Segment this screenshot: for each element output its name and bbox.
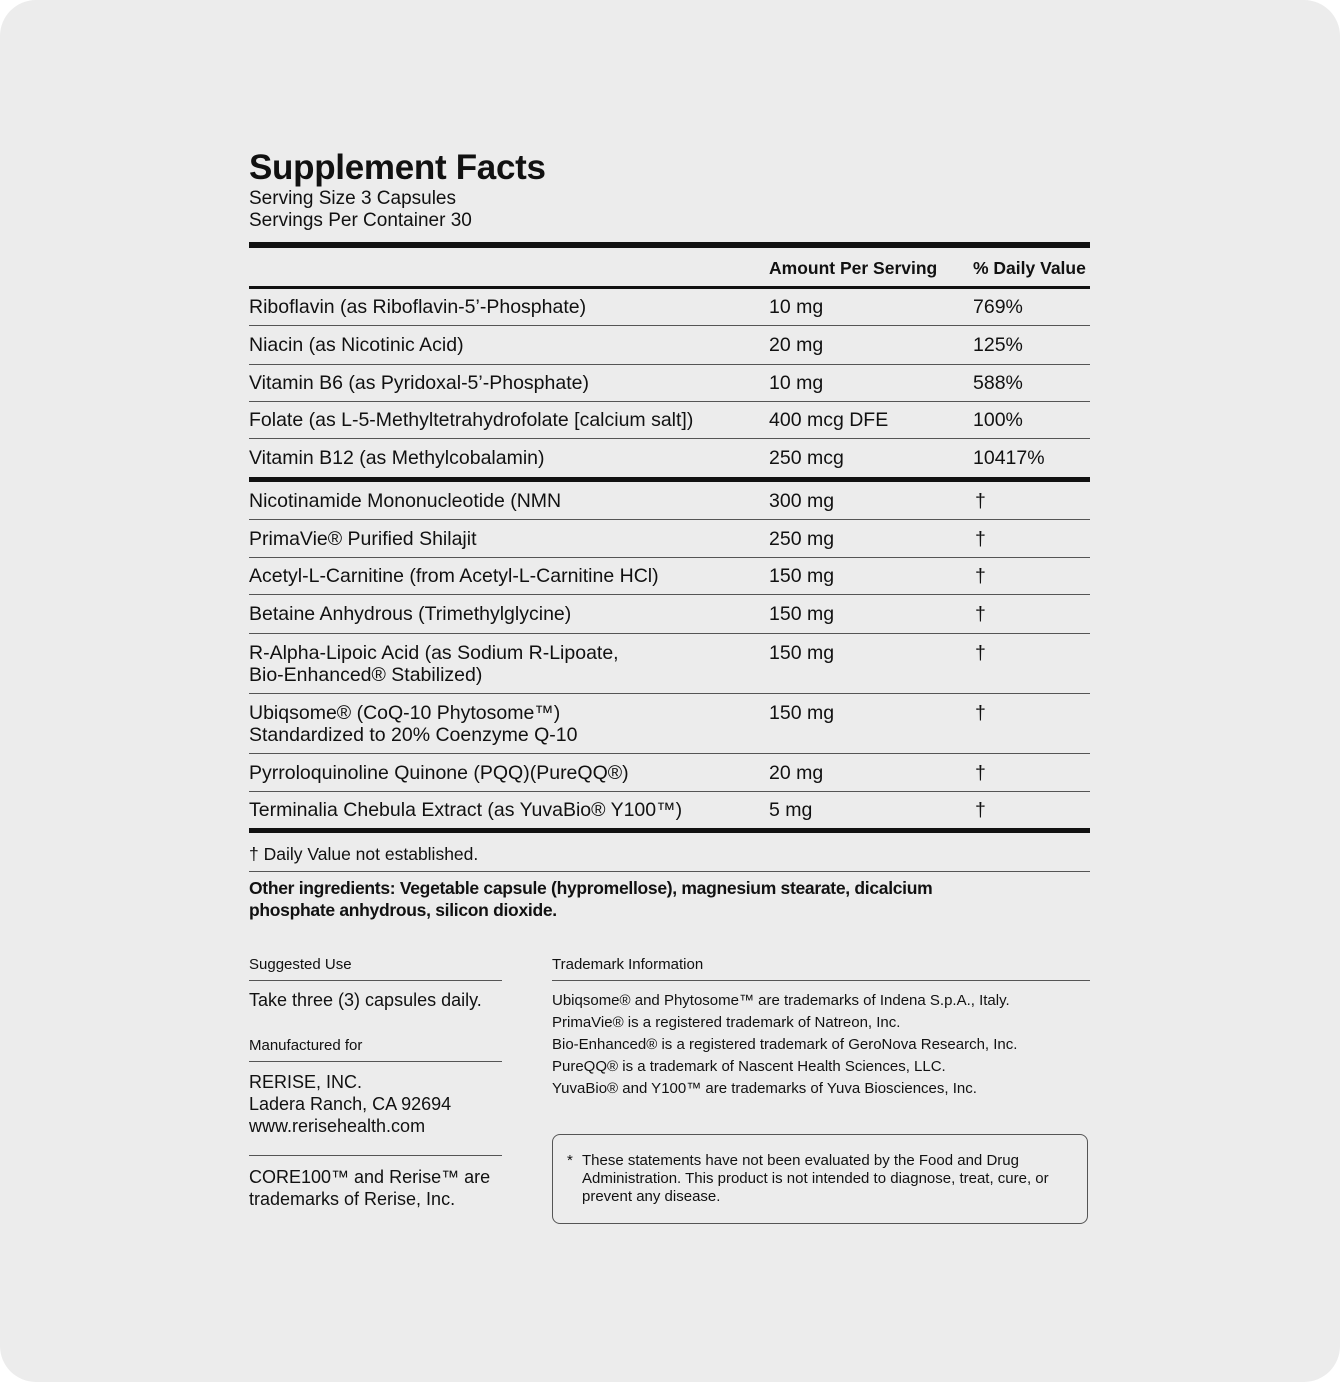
ingredient-dv: † [975,642,986,664]
ingredient-amount: 150 mg [769,603,835,625]
ingredient-name-multiline [249,702,769,746]
ingredient-amount: 5 mg [769,799,813,821]
left-info-column [249,955,502,1210]
dv-footnote: † Daily Value not established. [249,833,1090,872]
ingredient-name-multiline [249,642,769,686]
table-header [249,248,1090,289]
other-ingredient-rows [249,482,1090,828]
suggested-use-text: Take three (3) capsules daily. [249,990,482,1010]
manufactured-for-label: Manufactured for [249,1036,502,1062]
trademark-info-column [552,955,1090,1100]
ingredient-amount: 20 mg [769,762,824,784]
ingredient-name-cont: Standardized to 20% Coenzyme Q-10 [249,724,578,746]
ingredient-dv: 10417% [973,447,1045,469]
ingredient-amount: 10 mg [769,296,824,318]
ingredient-name-cont: Bio-Enhanced® Stabilized) [249,664,483,686]
trademark-line: PureQQ® is a trademark of Nascent Health Sciences, LLC. [552,1058,946,1075]
ingredient-amount: 150 mg [769,702,835,724]
ingredient-dv: † [975,528,986,550]
core-trademark [249,1155,502,1210]
manufacturer-city: Ladera Ranch, CA 92694 [249,1094,452,1114]
trademark-info-label: Trademark Information [552,955,1090,981]
ingredient-name: Vitamin B12 (as Methylcobalamin) [249,447,545,469]
table-row [249,558,1090,595]
ingredient-dv: 100% [973,409,1023,431]
ingredient-name: PrimaVie® Purified Shilajit [249,528,477,550]
table-row [249,792,1090,828]
trademark-line: PrimaVie® is a registered trademark of Natreon, Inc. [552,1014,901,1031]
trademark-info-list [552,990,1090,1100]
ingredient-amount: 250 mg [769,528,835,550]
ingredient-name: Acetyl-L-Carnitine (from Acetyl-L-Carnitine HCl) [249,565,659,587]
ingredient-amount: 150 mg [769,642,835,664]
table-row [249,694,1090,754]
manufacturer-address [249,1071,502,1137]
ingredient-dv: † [975,565,986,587]
amount-header: Amount Per Serving [769,258,938,278]
ingredient-amount: 400 mcg DFE [769,409,889,431]
ingredient-amount: 150 mg [769,565,835,587]
trademark-line: YuvaBio® and Y100™ are trademarks of Yuva Biosciences, Inc. [552,1080,977,1097]
ingredient-name: Betaine Anhydrous (Trimethylglycine) [249,603,572,625]
table-row [249,482,1090,520]
ingredient-amount: 20 mg [769,334,824,356]
ingredient-name: Terminalia Chebula Extract (as YuvaBio® Y100™) [249,799,683,821]
ingredient-name: Riboflavin (as Riboflavin-5’-Phosphate) [249,296,587,318]
ingredient-name: Niacin (as Nicotinic Acid) [249,334,464,356]
serving-size: Serving Size 3 Capsules [249,188,456,209]
trademark-line: Ubiqsome® and Phytosome™ are trademarks of Indena S.p.A., Italy. [552,992,1010,1009]
core-trademark-line: trademarks of Rerise, Inc. [249,1189,456,1209]
ingredient-amount: 300 mg [769,490,835,512]
table-row [249,439,1090,477]
asterisk-icon: * [567,1152,573,1169]
ingredient-name: Pyrroloquinoline Quinone (PQQ)(PureQQ®) [249,762,629,784]
trademark-line: Bio-Enhanced® is a registered trademark of GeroNova Research, Inc. [552,1036,1018,1053]
ingredient-dv: 769% [973,296,1023,318]
ingredient-name: R-Alpha-Lipoic Acid (as Sodium R-Lipoate, [249,642,619,664]
servings-per-container: Servings Per Container 30 [249,210,472,231]
table-row [249,634,1090,694]
ingredient-amount: 250 mcg [769,447,844,469]
ingredient-dv: † [975,762,986,784]
manufacturer-name: RERISE, INC. [249,1072,363,1092]
daily-value-header: % Daily Value [973,258,1086,278]
manufacturer-website: www.rerisehealth.com [249,1116,426,1136]
ingredient-name: Nicotinamide Mononucleotide (NMN [249,490,562,512]
table-row [249,595,1090,634]
ingredient-name: Ubiqsome® (CoQ-10 Phytosome™) [249,702,561,724]
table-row [249,520,1090,558]
ingredient-name: Vitamin B6 (as Pyridoxal-5’-Phosphate) [249,372,589,394]
table-row [249,326,1090,365]
table-row [249,289,1090,326]
disclaimer-text: These statements have not been evaluated by the Food and Drug Administration. This product is not intended to diagnose, treat, cure, or prevent any disease. [582,1152,1049,1205]
other-ingredients: Other ingredients: Vegetable capsule (hypromellose), magnesium stearate, dicalcium phosphate anhydrous, silicon dioxide. [249,878,933,920]
page-title: Supplement Facts [249,148,546,187]
table-row [249,365,1090,402]
suggested-use-label: Suggested Use [249,955,502,981]
core-trademark-line: CORE100™ and Rerise™ are [249,1167,491,1187]
ingredient-dv: † [975,490,986,512]
facts-panel [249,148,1090,921]
ingredient-dv: † [975,603,986,625]
ingredient-dv: 125% [973,334,1023,356]
table-row [249,754,1090,792]
ingredient-amount: 10 mg [769,372,824,394]
ingredient-dv: † [975,702,986,724]
ingredient-dv: † [975,799,986,821]
ingredient-dv: 588% [973,372,1023,394]
table-row [249,402,1090,439]
ingredient-name: Folate (as L-5-Methyltetrahydrofolate [calcium salt]) [249,409,694,431]
fda-disclaimer-box [552,1134,1088,1224]
vitamin-rows [249,289,1090,477]
